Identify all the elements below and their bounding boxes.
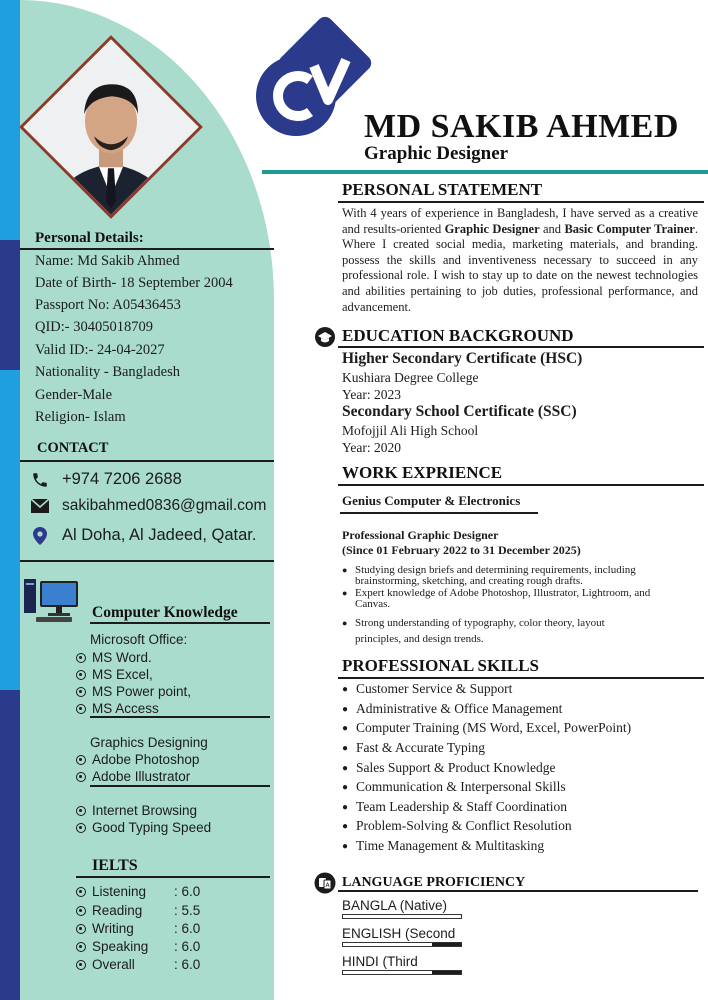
language-level-bar xyxy=(342,970,462,975)
radio-bullet-icon xyxy=(76,887,86,897)
skill-item: Good Typing Speed xyxy=(76,820,211,835)
detail-qid: QID:- 30405018709 xyxy=(35,319,154,335)
radio-bullet-icon xyxy=(76,772,86,782)
radio-bullet-icon xyxy=(76,942,86,952)
work-heading: WORK EXPRIENCE xyxy=(342,463,503,482)
hsc-year: Year: 2023 xyxy=(342,387,402,402)
ssc-year: Year: 2020 xyxy=(342,440,402,455)
translate-icon xyxy=(314,872,336,894)
skills-heading: PROFESSIONAL SKILLS xyxy=(342,656,539,675)
hsc-school: Kushiara Degree College xyxy=(342,370,479,385)
contact-heading: CONTACT xyxy=(37,440,109,456)
computer-knowledge-heading: Computer Knowledge xyxy=(92,604,238,621)
contact-phone[interactable] xyxy=(30,470,182,489)
detail-valid-id: Valid ID:- 24-04-2027 xyxy=(35,342,165,358)
skill-item: MS Excel, xyxy=(76,667,153,682)
address-text: Al Doha, Al Jadeed, Qatar. xyxy=(62,526,257,544)
candidate-title: Graphic Designer xyxy=(364,143,509,164)
email-text: sakibahmed0836@gmail.com xyxy=(62,497,267,514)
ssc-school: Mofojjil Ali High School xyxy=(342,423,479,438)
radio-bullet-icon xyxy=(76,906,86,916)
left-accent-strip xyxy=(0,370,20,690)
ielts-row: Speaking xyxy=(76,939,148,954)
skill-list-item: ● Time Management & Multitasking xyxy=(342,838,544,854)
skill-list-item: ● Administrative & Office Management xyxy=(342,701,562,717)
location-pin-icon xyxy=(30,527,50,545)
skill-list-item: ● Team Leadership & Staff Coordination xyxy=(342,799,567,815)
ielts-row: Listening xyxy=(76,884,146,899)
divider xyxy=(338,677,704,679)
divider xyxy=(90,785,270,787)
radio-bullet-icon xyxy=(76,653,86,663)
ielts-score: : 5.5 xyxy=(174,903,201,918)
ielts-score: : 6.0 xyxy=(174,939,201,954)
skill-item: Adobe Photoshop xyxy=(76,752,199,767)
skill-list-item: ● Sales Support & Product Knowledge xyxy=(342,760,556,776)
skill-list-item: ● Customer Service & Support xyxy=(342,681,512,697)
radio-bullet-icon xyxy=(76,755,86,765)
contact-address xyxy=(30,526,256,545)
divider xyxy=(338,201,704,203)
language-label: HINDI (Third xyxy=(342,954,418,969)
language-level-bar xyxy=(342,914,462,919)
skill-list-item: ● Problem-Solving & Conflict Resolution xyxy=(342,818,572,834)
divider xyxy=(20,560,274,562)
divider xyxy=(90,716,270,718)
ielts-row: Writing xyxy=(76,921,134,936)
office-label: Microsoft Office: xyxy=(90,632,188,647)
detail-name: Name: Md Sakib Ahmed xyxy=(35,253,180,269)
cv-logo-icon xyxy=(248,14,378,149)
personal-statement-heading: PERSONAL STATEMENT xyxy=(342,180,543,199)
language-heading: LANGUAGE PROFICIENCY xyxy=(342,875,526,890)
skill-list-item: ● Communication & Interpersonal Skills xyxy=(342,779,566,795)
divider xyxy=(20,248,274,250)
work-period: (Since 01 February 2022 to 31 December 2025) xyxy=(342,543,581,557)
education-heading: EDUCATION BACKGROUND xyxy=(342,326,574,345)
left-accent-strip xyxy=(0,240,20,370)
computer-icon xyxy=(22,577,82,623)
ielts-score: : 6.0 xyxy=(174,957,201,972)
detail-passport: Passport No: A05436453 xyxy=(35,297,181,313)
work-company: Genius Computer & Electronics xyxy=(342,493,521,508)
ielts-row: Reading xyxy=(76,903,142,918)
left-accent-strip xyxy=(0,690,20,1000)
radio-bullet-icon xyxy=(76,687,86,697)
candidate-name: MD SAKIB AHMED xyxy=(364,108,679,145)
graphics-label: Graphics Designing xyxy=(90,735,208,750)
ielts-heading: IELTS xyxy=(92,857,138,874)
skill-item: Internet Browsing xyxy=(76,803,197,818)
left-accent-strip xyxy=(0,0,20,240)
detail-religion: Religion- Islam xyxy=(35,409,126,425)
radio-bullet-icon xyxy=(76,806,86,816)
work-bullet: ● Studying design briefs and determining requirements, including brainstorming, sketching, and creating rough drafts. xyxy=(342,564,636,587)
mail-icon xyxy=(30,498,50,514)
ielts-score: : 6.0 xyxy=(174,884,201,899)
divider xyxy=(338,890,698,892)
language-level-bar xyxy=(342,942,462,947)
radio-bullet-icon xyxy=(76,924,86,934)
ielts-score: : 6.0 xyxy=(174,921,201,936)
skill-item: MS Word. xyxy=(76,650,152,665)
skill-list-item: ● Computer Training (MS Word, Excel, PowerPoint) xyxy=(342,720,631,736)
header-divider xyxy=(262,170,708,174)
radio-bullet-icon xyxy=(76,823,86,833)
graduation-cap-icon xyxy=(314,326,336,348)
svg-text:A: A xyxy=(325,882,330,889)
phone-text: +974 7206 2688 xyxy=(62,470,182,488)
personal-statement-text: With 4 years of experience in Bangladesh, I have served as a creative and results-oriented Graphic Designer and Basic Computer Trainer. Where I created social media, marketing materials, and branding. possess the skills and inventiveness necessary to succeed in any professional role. I wish to stay up to date on the newest technologies and abilities pertaining to job duties, professional performance, and advancement. xyxy=(342,206,698,314)
personal-details-heading: Personal Details: xyxy=(35,230,144,246)
detail-nationality: Nationality - Bangladesh xyxy=(35,364,180,380)
language-label: ENGLISH (Second xyxy=(342,926,456,941)
divider xyxy=(20,460,274,462)
skill-item: MS Access xyxy=(76,701,159,716)
divider xyxy=(340,512,538,514)
ssc-title: Secondary School Certificate (SSC) xyxy=(342,403,577,420)
divider xyxy=(338,484,704,486)
skill-list-item: ● Fast & Accurate Typing xyxy=(342,740,485,756)
phone-icon xyxy=(30,471,50,489)
radio-bullet-icon xyxy=(76,670,86,680)
divider xyxy=(338,346,704,348)
radio-bullet-icon xyxy=(76,704,86,714)
contact-email[interactable] xyxy=(30,497,266,515)
work-role: Professional Graphic Designer xyxy=(342,528,499,542)
hsc-title: Higher Secondary Certificate (HSC) xyxy=(342,350,583,367)
radio-bullet-icon xyxy=(76,960,86,970)
detail-dob: Date of Birth- 18 September 2004 xyxy=(35,275,233,291)
work-bullet: ● Strong understanding of typography, color theory, layout principles, and design trends. xyxy=(342,617,605,645)
skill-item: MS Power point, xyxy=(76,684,191,699)
divider xyxy=(90,622,270,624)
language-label: BANGLA (Native) xyxy=(342,898,448,913)
skill-item: Adobe Illustrator xyxy=(76,769,190,784)
divider xyxy=(76,876,270,878)
work-bullet: ● Expert knowledge of Adobe Photoshop, Illustrator, Lightroom, and Canvas. xyxy=(342,587,651,610)
ielts-row: Overall xyxy=(76,957,135,972)
detail-gender: Gender-Male xyxy=(35,387,113,403)
